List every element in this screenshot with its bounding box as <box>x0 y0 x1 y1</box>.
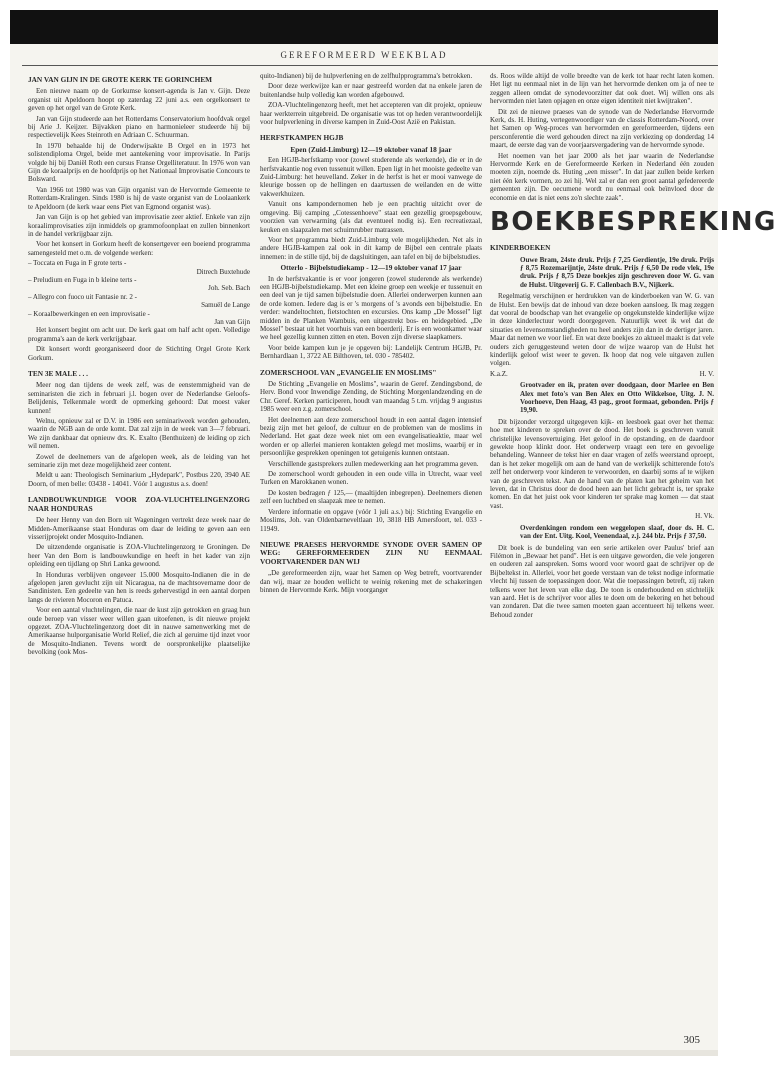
paragraph: Meer nog dan tijdens de week zelf, was de eenstemmigheid van de seminaristen die zich in februari j.l. bogen over de Nederlandse Geloofs-Belijdenis, Telkenmale wordt de opmerking gehoord: Dat moest vaker kunnen! <box>28 381 250 415</box>
paragraph: ds. Roos wilde altijd de volle breedte van de kerk tot haar recht laten komen. Het ligt nu eenmaal niet in de lijn van het hervormde denken om ja of nee te zeggen alleen omdat de synodevoorzitter dat ook doet. Wij willen ons als hervormden niet laten opjagen en onze eigen identiteit niet kwijtraken". <box>490 72 714 106</box>
signature-row <box>490 512 714 520</box>
composer: Samuël de Lange <box>201 301 250 310</box>
article-title: JAN VAN GIJN IN DE GROTE KERK TE GORINCHEM <box>28 75 213 84</box>
paragraph: Meldt u aan: Theologisch Seminarium „Hydepark", Postbus 220, 3940 AE Doorn, of men belle: 03438 - 14041. Vóór 1 augustus a.s. doen! <box>28 471 250 488</box>
paragraph: Voor het programma biedt Zuid-Limburg vele mogelijkheden. Net als in andere HGJB-kampen zal ook in dit kamp de Bijbel een centrale plaats innemen: in de stille tijd, bij de dagsluitingen, aan tafel en bij de bijbelstudies. <box>260 235 482 261</box>
page-header: GEREFORMEERD WEEKBLAD <box>280 50 448 60</box>
composer: Ditrech Buxtehude <box>196 267 250 276</box>
article-title: NIEUWE PRAESES HERVORMDE SYNODE OVER SAMEN OP WEG: GEREFORMEERDEN ZIJN NU EENMAAL VOORTVARENDER DAN WIJ <box>260 539 482 566</box>
signature-right: H. Vk. <box>695 512 714 521</box>
paragraph: Voor beide kampen kun je je opgeven bij: Landelijk Centrum HGJB, Pr. Bernhardlaan 1, 3722 AE Bilthoven, tel. 030 - 785402. <box>260 343 482 361</box>
column-2 <box>260 72 482 1032</box>
newspaper-page <box>10 10 777 1056</box>
paragraph: Regelmatig verschijnen er herdrukken van de kinderboeken van W. G. van de Hulst. Een bewijs dat de inhoud van deze boeken aansloeg. Ik mag zeggen dat vooral de boodschap van het evangelie op ongekunstelde kinderlijke wijze in deze kinderlectuur wordt doorgegeven. Natuurlijk weet ik wel dat de situaties en levensomstandigheden nu heel anders zijn dan in de dertiger jaren. Maar dat nemen we voor lief. En wat deze boekjes zo aktueel maakt is dat vele ouders zich geruggesteund weten door de wijze waarop van de Hulst het kinderlijk geloof wist weer te geven. Ik hoop dat nog vele uitgaven zullen volgen. <box>490 292 714 368</box>
paragraph: De kosten bedragen ƒ 125,— (maaltijden inbegrepen). Deelnemers dienen zelf een luchtbed en slaapzak mee te nemen. <box>260 488 482 506</box>
paragraph: Dit bijzonder verzorgd uitgegeven kijk- en leesboek gaat over het thema: hoe met kinderen te spreken over de dood. Het boek is geschreven vanuit christelijke levensovertuiging. Het geloof in de opstanding, en de daardoor gewekte hoop klinkt door. Het onderwerp vraagt een tere en gevoelige behandeling. Wanneer de tekst hier en daar vragen of zelfs weerstand oproept, dan is het zeker mogelijk om aan de hand van de werkelijk schitterende foto's zelf het onderwerp voor kinderen te verwoorden, en daarbij soms af te wijken van de geschreven tekst. Aan de hand van de platen kan het geheim van het leven, dat in Christus door de dood heen aan het licht gebracht is, ter sprake komen. En dat het juist ook voor kinderen ter sprake mag komen — dat staat vast. <box>490 417 714 510</box>
section-title: BOEKBESPREKING <box>490 207 777 238</box>
paragraph: Het noemen van het jaar 2000 als het jaar waarin de Nederlandse Hervormde Kerk en de Gereformeerde Kerken in Nederland één zouden moeten zijn, noemde ds. Huting „een misser". In dat jaar zullen beide kerken niet één kerk vormen, zo zei hij. Wel zal er dan een groot aantal gefedereerde gemeenten zijn. De oecumene wordt nu eenmaal ook beïnvloed door de economie en dat is niet eens zo'n slechte zaak". <box>490 151 714 202</box>
page-number: 305 <box>683 1034 700 1046</box>
book-entry: Ouwe Bram, 24ste druk. Prijs ƒ 7,25 Gerdientje, 19e druk. Prijs ƒ 8,75 Rozemarijntje, 24ste druk. Prijs ƒ 6,50 De rode vlek, 19e druk. Prijs ƒ 8,75 Deze boekjes zijn geschreven door W. G. van de Hulst. Uitgeverij G. F. Callenbach B.V., Nijkerk. <box>520 255 714 289</box>
paragraph: Voor een aantal vluchtelingen, die naar de kust zijn getrokken en graag hun oude beroep van visser weer willen gaan uitoefenen, is dit nieuwe projekt opgezet. ZOA-Vluchtelingenzorg doet dit in nauwe samenwerking met de Amerikaanse hulporganisatie World Relief, die zich al geruime tijd inzet voor de Mosquito-Indianen. Tevens wordt de oorspronkelijke plaatselijke bevolking (ook Mos- <box>28 606 250 657</box>
paragraph: Een nieuwe naam op de Gorkumse konsert-agenda is Jan v. Gijn. Deze organist uit Apeldoorn hoopt op zaterdag 22 juni a.s. een orgelkonsert te geven op het orgel van de Grote Kerk. <box>28 87 250 113</box>
signature-right: H. V. <box>699 369 714 378</box>
article-title: HERFSTKAMPEN HGJB <box>260 133 344 143</box>
signature-left: K.a.Z. <box>490 369 508 378</box>
program-item: – Preludium en Fuga in b kleine terts - <box>28 275 137 284</box>
column-3 <box>490 72 777 1032</box>
article-title: ZOMERSCHOOL VAN „EVANGELIE EN MOSLIMS" <box>260 367 437 377</box>
paragraph: Dit zei de nieuwe praeses van de synode van de Nederlandse Hervormde Kerk, ds. H. Huting, vertegenwoordiger van de classis Rotterdam-Noord, over het Samen op Weg-proces van hervormden en gereformeerden, tijdens een persconferentie die werd gehouden direct na zijn verkiezing op donderdag 14 maart, de eerste dag van de voorjaarsvergadering van de hervormde synode. <box>490 107 714 150</box>
paragraph: In Honduras verblijven ongeveer 15.000 Mosquito-Indianen die in de afgelopen jaren gevlucht zijn uit Nicaragua, na de machtsovername door de Sandinisten. Een gedeelte van hen is reeds gehervestigd in een aantal dorpen langs de rivieren Mocoron en Patuca. <box>28 570 250 604</box>
header-rule <box>22 65 718 66</box>
paragraph: Door deze werkwijze kan er naar gestreefd worden dat na enkele jaren de buitenlandse hulp volledig kan worden afgebouwd. <box>260 82 482 99</box>
article-title: TEN 3E MALE . . . <box>28 369 89 378</box>
paragraph: De Stichting „Evangelie en Moslims", waarin de Geref. Zendingsbond, de Herv. Bond voor Inwendige Zending, de Stichting Morgenlandzending en de Chr. Geref. Kerken participeren, houdt van maandag 5 t.m. vrijdag 9 augustus 1985 weer een z.g. zomerschool. <box>260 380 482 414</box>
paragraph: Voor het konsert in Gorkum heeft de konsertgever een boeiend programma samengesteld met o.m. de volgende werken: <box>28 240 250 257</box>
paragraph: „De gereformeerden zijn, waar het Samen op Weg betreft, voortvarender dan wij, maar ze houden wellicht te weinig rekening met de schakeringen binnen de Hervormde Kerk. Mijn voorganger <box>260 569 482 594</box>
paragraph: Vanuit ons kampondernomen heb je een prachtig uitzicht over de omgeving. Bij camping „Cotessenhoeve" staat een gezellig groepsgebouw, voorzien van verwarming (als dat eventueel nodig is). Een recreatiezaal, keuken en slaapzalen met schuimrubber matrassen. <box>260 200 482 234</box>
paragraph: Jan van Gijn studeerde aan het Rotterdams Conservatorium hoofdvak orgel bij Arie J. Keijzer. Bijvakken piano en harmonieleer studeerde hij bij respectievelijk Kees Steinroth en Adriaan C. Schuurman. <box>28 114 250 140</box>
paragraph: Jan van Gijn is op het gebied van improvisatie zeer aktief. Enkele van zijn koraalimprovisaties zijn inmiddels op grammofoonplaat en zullen binnenkort in de handel verkrijgbaar zijn. <box>28 213 250 238</box>
paragraph: De uitzendende organisatie is ZOA-Vluchtelingenzorg te Groningen. De heer Van den Born is landbouwkundige en heeft in het kader van zijn opleiding een tijdlang op Shri Lanka gewoond. <box>28 543 250 569</box>
paragraph: ZOA-Vluchtelingenzorg heeft, met het accepteren van dit projekt, opnieuw haar werkterrein uitgebreid. De organisatie was tot op heden verantwoordelijk voor hulpverlening in diverse kampen in Zuid-Oost Azië en Pakistan. <box>260 101 482 127</box>
section-subtitle: KINDERBOEKEN <box>490 243 551 253</box>
article-subtitle: Epen (Zuid-Limburg) 12—19 oktober vanaf 18 jaar <box>290 144 452 154</box>
article-title: LANDBOUWKUNDIGE VOOR ZOA-VLUCHTELINGENZORG NAAR HONDURAS <box>28 495 250 513</box>
paragraph: In 1970 behaalde hij de Onderwijsakte B Orgel en in 1973 het solistendiploma Orgel, beide met aantekening voor improvisatie. In Parijs volgde hij bij Daniël Roth een cursus Franse Orgelliteratuur. In 1976 won van Gijn de koraalprijs en de hoofdprijs op het Nationaal Improvisatie Concours te Bolsward. <box>28 141 250 184</box>
paragraph: Het deelnemen aan deze zomerschool houdt in een aantal dagen intensief bezig zijn met het geloof, de cultuur en de problemen van de moslims in Nederland. Het gaat deze week niet om een evangelisatieaktie, maar wel worden er op allerlei manieren kontakten gelegd met moslims, waarbij er in persoonlijke gesprekken openingen tot getuigenis kunnen ontstaan. <box>260 415 482 458</box>
paragraph: Verdere informatie en opgave (vóór 1 juli a.s.) bij: Stichting Evangelie en Moslims, Joh. van Oldenbarneveltlaan 10, 3818 HB Amersfoort, tel. 033 - 11949. <box>260 507 482 533</box>
scan-top-band <box>10 10 718 44</box>
paragraph: Welnu, opnieuw zal er D.V. in 1986 een seminariweek worden gehouden, waarin de NGB aan de orde komt. Dat zal zijn in de week van 3—7 februari. We zijn dankbaar dat opnieuw drs. K. Exalto (Benthuizen) de leiding op zich wil nemen. <box>28 417 250 451</box>
paragraph: De heer Henny van den Born uit Wageningen vertrekt deze week naar de Midden-Amerikaanse staat Honduras om daar de leiding te geven aan een visserijprojekt onder Mosquito-Indianen. <box>28 516 250 541</box>
column-1 <box>28 72 250 1032</box>
paragraph: Het konsert begint om acht uur. De kerk gaat om half acht open. Volledige programma's aan de kerk verkrijgbaar. <box>28 326 250 343</box>
paragraph: Van 1966 tot 1980 was van Gijn organist van de Hervormde Gemeente te Rotterdam-Kralingen. Sinds 1980 is hij de vaste organist van de Loolaankerk te Apeldoorn (de kerk waar eens Piet van Egmond organist was). <box>28 185 250 211</box>
paragraph: Dit boek is de bundeling van een serie artikelen over Paulus' brief aan Filémon in „Bewaar het pand". Het is een uitgave geworden, die vele jongeren en ouderen zal aanspreken. Soms woord voor woord gaat de schrijver op de Bijbeltekst in. Allerlei, voor het goede verstaan van de tekst nodige informatie vlecht hij tussen de toepassingen door. Wat die toepassingen betreft, zij raken telkens weer het leven van elke dag. De toon is onderhoudend en stichtelijk van aard. Het is de schrijver voor alles te doen om de bekering en het behoud van zondaren. Dat die twee samen moeten gaan accentueert hij telkens weer. Behoud zonder <box>490 543 714 619</box>
composer: Joh. Seb. Bach <box>208 284 250 293</box>
composer: Jan van Gijn <box>214 317 250 326</box>
paragraph: quito-Indianen) bij de hulpverlening en de zelfhulpprogramma's betrokken. <box>260 72 473 80</box>
book-entry: Overdenkingen rondom een weggelopen slaaf, door ds. H. C. van der Ent. Uitg. Kool, Veenendaal, z.j. 244 blz. Prijs ƒ 37,50. <box>520 523 714 541</box>
article-subtitle: Otterlo - Bijbelstudiekamp - 12—19 oktober vanaf 17 jaar <box>280 263 462 273</box>
paragraph: De zomerschool wordt gehouden in een oude villa in Utrecht, waar veel Turken en Marokkanen wonen. <box>260 470 482 487</box>
paragraph: In de herfstvakantie is er voor jongeren (zowel studerende als werkende) een HGJB-bijbelstudiekamp. Met een kleine groep een weekje er tussenuit en een deel van je tijd samen bijbelstudie doen. Allerlei onderwerpen kunnen aan de orde komen. Iedere dag is er 's morgens of 's avonds een bijbelstudie. En verder: wandeltochten, fietstochten en excursies. Ons kamp „De Mossel" ligt midden in de Planken Wambuis, een uitgestrekt bos- en heidegebied. „De Mossel" bestaat uit het voorhuis van een boerderij. Er is een woonkamer waar we heel gezellig kunnen zitten en eten. Boven zijn diverse slaapkamers. <box>260 274 482 342</box>
signature-row <box>490 370 714 378</box>
program-item: – Toccata en Fuga in F grote terts - <box>28 259 127 268</box>
paragraph: Zowel de deelnemers van de afgelopen week, als de leiding van het seminarie zijn met deze mogelijkheid zeer content. <box>28 452 250 470</box>
paragraph: Dit konsert wordt georganiseerd door de Stichting Orgel Grote Kerk Gorkum. <box>28 345 250 362</box>
scan-bottom-edge <box>10 1050 718 1056</box>
book-entry: Grootvader en ik, praten over doodgaan, door Marlee en Ben Alex met foto's van Ben Alex en Otto Wikkelsoe, Uitg. J. N. Voorhoeve, Den Haag, 43 pag., groot formaat, gebonden. Prijs ƒ 19,90. <box>520 381 714 415</box>
program-item: – Koraalbewerkingen en een improvisatie - <box>28 309 150 318</box>
paragraph: Een HGJB-herfstkamp voor (zowel studerende als werkende), die er in de herfstvakantie nog even tussenuit willen. Epen ligt in het mooiste gedeelte van Zuid-Limburg: het heuvelland. Zeker in de herfst is het er mooi vanwege de kleurige bossen op de hellingen en daartussen de weilanden en de witte vakwerkhuizen. <box>260 156 482 198</box>
program-item: – Allegro con fuoco uit Fantasie nr. 2 - <box>28 292 138 301</box>
paragraph: Verschillende gastsprekers zullen medewerking aan het programma geven. <box>268 459 479 468</box>
